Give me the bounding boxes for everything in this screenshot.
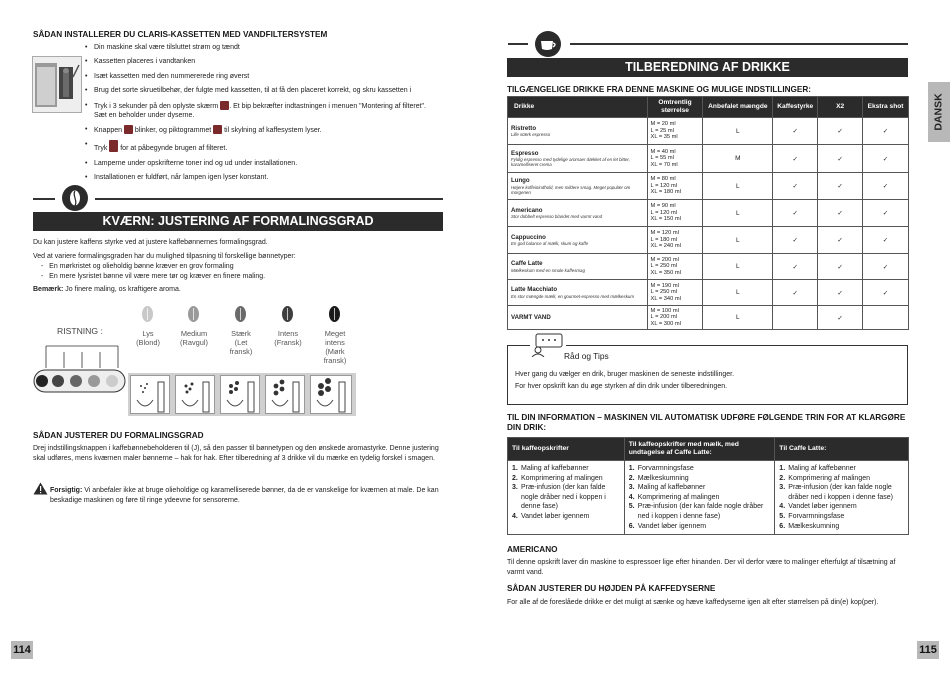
grind-coarse-box: [310, 375, 352, 414]
americano-text: Til denne opskrift laver din maskine to espressoer lige efter hinanden. Der vil derfor være to malinger efterfulgt af tilsætning af varmt vand.: [507, 559, 896, 576]
language-tab-label: DANSK: [933, 93, 945, 131]
size-cell: M = 20 ml L = 25 ml XL = 35 ml: [647, 118, 703, 145]
rec-cell: L: [703, 200, 773, 227]
size-cell: M = 190 ml L = 250 ml XL = 340 ml: [647, 280, 703, 306]
col-strength: Kaffestyrke: [773, 97, 818, 118]
install-step-6: • Knappen blinker, og piktogrammet til skylning af kaffesystem lyser.: [84, 125, 440, 135]
list-item: 1. Forvarmningsfase: [628, 465, 694, 472]
steps-latte-cell: [775, 461, 909, 535]
install-heading: SÅDAN INSTALLERER DU CLARIS-KASSETTEN MED VANDFILTERSYSTEM: [33, 30, 328, 39]
language-tab: [928, 82, 950, 142]
x2-cell: ✓: [818, 254, 863, 280]
x2-cell: ✓: [818, 200, 863, 227]
list-item: 5. Forvarmningsfase: [779, 512, 845, 520]
col-extra-shot: Ekstra shot: [863, 97, 909, 118]
install-step-8: • Lamperne under opskrifterne toner ind og ud under installationen.: [84, 159, 440, 168]
americano-heading: AMERICANO: [507, 545, 558, 554]
list-item: 2. Komprimering af malingen: [512, 474, 603, 482]
drink-name-cell: Americano Stor dobbelt espresso blandet med varmt vand: [508, 200, 648, 227]
grind-fine-box: [130, 375, 170, 414]
drink-name-cell: Latte Macchiato En stor mængde mælk, en gourmet-espresso med mælkeskum: [508, 280, 648, 306]
cartridge-illustration: [32, 56, 82, 113]
strength-cell: ✓: [773, 200, 818, 227]
extra-cell: ✓: [863, 280, 909, 306]
list-item: 5. Præ-infusion (der kan falde nogle dråber ned i koppen i denne fase): [628, 503, 764, 520]
steps-col-milk: Til kaffeopskrifter med mælk, med undtagelse af Caffe Latte:: [624, 438, 775, 461]
extra-cell: [863, 306, 909, 330]
warning-icon: [33, 482, 48, 495]
roast-strong: [235, 306, 246, 324]
grind-dash-2: - En mere lysristet bønne vil være mere tør og kræver en finere maling.: [41, 273, 266, 280]
list-item: 3. Præ-infusion (der kan falde nogle dråber ned i koppen i denne fase): [512, 484, 606, 511]
drink-name-cell: VARMT VAND: [508, 306, 648, 330]
rec-cell: L: [703, 118, 773, 145]
grind-intro: Du kan justere kaffens styrke ved at justere kaffebønnernes formalingsgrad.: [33, 239, 268, 246]
bean-icon: [329, 306, 340, 322]
table-row: [508, 254, 909, 280]
grinder-section-title: KVÆRN: JUSTERING AF FORMALINGSGRAD: [33, 212, 443, 231]
x2-cell: ✓: [818, 280, 863, 306]
list-item: 6. Vandet løber igennem: [628, 522, 707, 530]
size-cell: M = 40 ml L = 55 ml XL = 70 ml: [647, 145, 703, 173]
install-step-7: • Tryk for at påbegynde brugen af filteret.: [84, 140, 440, 153]
list-item: 2. Mælkeskumning: [628, 474, 689, 482]
col-size: Omtrentlig størrelse: [647, 97, 703, 118]
drink-name-cell: Lungo Højere koffeinindhold, men mildere smag. Meget populær om morgenen: [508, 173, 648, 200]
warning-text: Forsigtig: Vi anbefaler ikke at bruge olieholdige og karamelliserede bønner, da de er vanskelige for kværnen at male. De kan beskadige maskinen og føre til ringe ydeevne for sensorerne.: [50, 487, 439, 504]
list-item: 1. Maling af kaffebønner: [512, 465, 589, 472]
steps-coffee-cell: [508, 461, 625, 535]
divider-line: [570, 43, 908, 45]
strength-cell: [773, 306, 818, 330]
extra-cell: ✓: [863, 254, 909, 280]
strength-cell: ✓: [773, 173, 818, 200]
drinks-heading: TILGÆNGELIGE DRIKKE FRA DENNE MASKINE OG MULIGE INDSTILLINGER:: [507, 85, 812, 94]
drinks-table: [507, 96, 909, 330]
list-item: 4. Vandet løber igennem: [512, 512, 590, 520]
start-button-icon: [109, 140, 118, 152]
roast-label-strong: Stærk (Let fransk): [229, 329, 253, 356]
coffee-bean-icon: [62, 185, 88, 211]
strength-cell: ✓: [773, 118, 818, 145]
info-heading: TIL DIN INFORMATION – MASKINEN VIL AUTOMATISK UDFØRE FØLGENDE TRIN FOR AT KLARGØRE DIN DRIK:: [507, 413, 906, 432]
list-item: 4. Komprimering af malingen: [628, 493, 720, 501]
tips-title: Råd og Tips: [564, 351, 612, 361]
grind-dash-1: - En mørkristet og olieholdig bønne kræver en grov formaling: [41, 263, 234, 270]
extra-cell: ✓: [863, 145, 909, 173]
list-item: 2. Komprimering af malingen: [779, 474, 870, 482]
x2-cell: ✓: [818, 227, 863, 254]
adjust-heading: SÅDAN JUSTERER DU FORMALINGSGRAD: [33, 431, 204, 440]
rec-cell: L: [703, 280, 773, 306]
strength-cell: ✓: [773, 145, 818, 173]
rinse-pictogram-icon: [213, 125, 222, 134]
table-row: [508, 200, 909, 227]
adjust-text: Drej indstillingsknappen i kaffebønnebeholderen til (J), så den passer til bønnetypen og den ønskede aromastyrke. Denne justering skal udføres, mens kværnen maler bønnerne – hak for hak. Efter tilberedning af 3 drikke vil du mærke en tydelig forskel i smagen.: [33, 445, 439, 462]
list-item: 6. Mælkeskumning: [779, 522, 840, 530]
grinder-dial-illustration: [32, 342, 127, 394]
tips-line-2: For hver opskrift kan du øge styrken af din drik under tilberedningen.: [515, 383, 728, 390]
list-item: 4. Vandet løber igennem: [779, 503, 857, 511]
roast-medium: [188, 306, 199, 324]
list-item: 1. Maling af kaffebønner: [779, 465, 856, 472]
steps-milk-cell: [624, 461, 775, 535]
col-x2: X2: [818, 97, 863, 118]
table-row: [508, 227, 909, 254]
extra-cell: ✓: [863, 173, 909, 200]
tips-line-1: Hver gang du vælger en drik, bruger maskinen de seneste indstillinger.: [515, 371, 735, 378]
rec-cell: L: [703, 306, 773, 330]
rec-cell: L: [703, 227, 773, 254]
install-step-3: • Isæt kassetten med den nummererede ring øverst: [84, 72, 440, 81]
rec-cell: L: [703, 173, 773, 200]
roast-label-light: Lys (Blond): [136, 329, 160, 347]
size-cell: M = 120 ml L = 180 ml XL = 240 ml: [647, 227, 703, 254]
strength-cell: ✓: [773, 254, 818, 280]
table-row: [508, 280, 909, 306]
rec-cell: M: [703, 145, 773, 173]
strength-cell: ✓: [773, 227, 818, 254]
extra-cell: ✓: [863, 200, 909, 227]
grind-particles-strip: [128, 373, 356, 416]
list-item: 3. Maling af kaffebønner: [628, 484, 706, 492]
drink-name-cell: Caffe Latte Mælkeskum med en smule kaffesmag: [508, 254, 648, 280]
strength-cell: ✓: [773, 280, 818, 306]
coffee-cup-icon: [535, 31, 561, 57]
page-number-left: 114: [11, 641, 33, 659]
size-cell: M = 200 ml L = 250 ml XL = 350 ml: [647, 254, 703, 280]
extra-cell: ✓: [863, 227, 909, 254]
divider-line: [95, 198, 443, 200]
ristning-label: RISTNING :: [57, 326, 103, 336]
roast-label-medium: Medium (Ravgul): [180, 329, 208, 347]
roast-very-intense: [329, 306, 340, 324]
drink-name-cell: Ristretto Lille stærk espresso: [508, 118, 648, 145]
grind-intro-2: Ved at variere formalingsgraden har du mulighed tilpasning til forskellige bønnetyper:: [33, 253, 296, 260]
drink-name-cell: Espresso Fyldig espresso med tydelige aromaer dækket af en let bitter, karamelliseret crema: [508, 145, 648, 173]
extra-cell: ✓: [863, 118, 909, 145]
bean-icon: [142, 306, 153, 322]
divider-line: [33, 198, 55, 200]
roast-label-intense: Intens (Fransk): [274, 329, 302, 347]
steps-col-coffee: Til kaffeopskrifter: [508, 438, 625, 461]
install-step-4: • Brug det sorte skruetilbehør, der fulgte med kassetten, til at få den placeret korrekt, og skru kassetten i: [84, 86, 440, 95]
bean-icon: [188, 306, 199, 322]
install-bullet-list: [84, 43, 440, 188]
list-item: 3. Præ-infusion (der kan falde nogle dråber ned i koppen i denne fase): [779, 484, 893, 501]
steps-col-latte: Til Caffe Latte:: [775, 438, 909, 461]
bean-icon: [235, 306, 246, 322]
button-icon: [124, 125, 133, 134]
table-row: [508, 145, 909, 173]
table-row: [508, 173, 909, 200]
table-row: [508, 118, 909, 145]
grind-medium-fine-box: [175, 375, 215, 414]
rec-cell: L: [703, 254, 773, 280]
height-heading: SÅDAN JUSTERER DU HØJDEN PÅ KAFFEDYSERNE: [507, 584, 716, 593]
bean-icon: [282, 306, 293, 322]
size-cell: M = 100 ml L = 200 ml XL = 300 ml: [647, 306, 703, 330]
grind-medium-coarse-box: [265, 375, 305, 414]
install-step-5: • Tryk i 3 sekunder på den oplyste skærm . Et bip bekræfter indtastningen i menuen "Montering af filteret". Sæt en beholder under dyserne.: [84, 101, 440, 120]
roast-intense: [282, 306, 293, 324]
drink-name-cell: Cappuccino En god balance af mælk, skum og kaffe: [508, 227, 648, 254]
size-cell: M = 80 ml L = 120 ml XL = 180 ml: [647, 173, 703, 200]
x2-cell: ✓: [818, 118, 863, 145]
table-row: [508, 306, 909, 330]
page-number-right: 115: [917, 641, 939, 659]
x2-cell: ✓: [818, 306, 863, 330]
x2-cell: ✓: [818, 145, 863, 173]
roast-label-very-intense: Meget intens (Mørk fransk): [323, 329, 347, 365]
tips-icon: [530, 333, 566, 357]
col-drink: Drikke: [508, 97, 648, 118]
col-recommended: Anbefalet mængde: [703, 97, 773, 118]
screen-button-icon: [220, 101, 229, 110]
install-step-1: • Din maskine skal være tilsluttet strøm og tændt: [84, 43, 440, 52]
divider-line: [508, 43, 528, 45]
steps-table: [507, 437, 909, 535]
size-cell: M = 90 ml L = 120 ml XL = 150 ml: [647, 200, 703, 227]
install-step-9: • Installationen er fuldført, når lampen igen lyser konstant.: [84, 173, 440, 182]
height-text: For alle af de foreslåede drikke er det muligt at sænke og hæve kaffedyserne igen alt efter størrelsen på din(e) kop(per).: [507, 599, 879, 606]
install-step-2: • Kassetten placeres i vandtanken: [84, 57, 440, 66]
grind-note: Bemærk: Jo finere maling, os kraftigere aroma.: [33, 286, 181, 293]
roast-light: [142, 306, 153, 324]
x2-cell: ✓: [818, 173, 863, 200]
drinks-section-title: TILBEREDNING AF DRIKKE: [507, 58, 908, 77]
grind-medium-box: [220, 375, 260, 414]
